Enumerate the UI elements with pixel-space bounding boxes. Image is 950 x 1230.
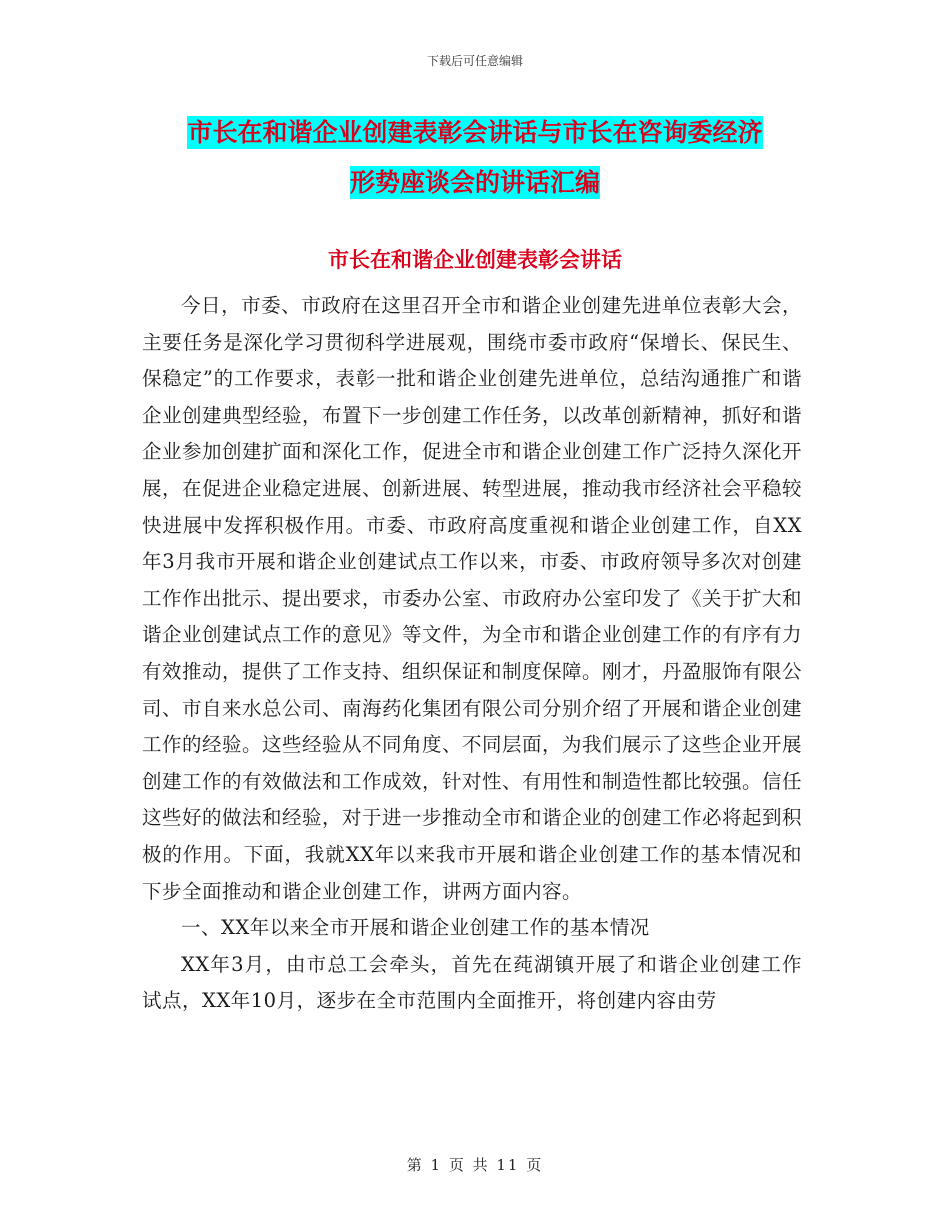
document-title <box>140 108 810 208</box>
body-text <box>142 288 802 1020</box>
paragraph: 今日，市委、市政府在这里召开全市和谐企业创建先进单位表彰大会，主要任务是深化学习贯彻科学进展观，围绕市委市政府“保增长、保民生、保稳定”的工作要求，表彰一批和谐企业创建先进单位，总结沟通推广和谐企业创建典型经验，布置下一步创建工作任务，以改革创新精神，抓好和谐企业参加创建扩面和深化工作，促进全市和谐企业创建工作广泛持久深化开展，在促进企业稳定进展、创新进展、转型进展，推动我市经济社会平稳较快进展中发挥积极作用。市委、市政府高度重视和谐企业创建工作，自XX年3月我市开展和谐企业创建试点工作以来，市委、市政府领导多次对创建工作作出批示、提出要求，市委办公室、市政府办公室印发了《关于扩大和谐企业创建试点工作的意见》等文件，为全市和谐企业创建工作的有序有力有效推动，提供了工作支持、组织保证和制度保障。刚才，丹盈服饰有限公司、市自来水总公司、南海药化集团有限公司分别介绍了开展和谐企业创建工作的经验。这些经验从不同角度、不同层面，为我们展示了这些企业开展创建工作的有效做法和工作成效，针对性、有用性和制造性都比较强。信任这些好的做法和经验，对于进一步推动全市和谐企业的创建工作必将起到积极的作用。下面，我就XX年以来我市开展和谐企业创建工作的基本情况和下步全面推动和谐企业创建工作，讲两方面内容。 <box>142 294 803 903</box>
header-note: 下载后可任意编辑 <box>426 54 523 68</box>
document-title-line1: 市长在和谐企业创建表彰会讲话与市长在咨询委经济 <box>187 118 763 147</box>
page-footer: 第 1 页 共 11 页 <box>406 1156 544 1174</box>
document-title-line2: 形势座谈会的讲话汇编 <box>349 168 600 197</box>
section-title: 市长在和谐企业创建表彰会讲话 <box>328 247 622 272</box>
paragraph: 一、XX年以来全市开展和谐企业创建工作的基本情况 <box>181 916 650 940</box>
paragraph: XX年3月，由市总工会牵头，首先在莼湖镇开展了和谐企业创建工作试点，XX年10月，逐步在全市范围内全面推开，将创建内容由劳 <box>142 952 802 1013</box>
